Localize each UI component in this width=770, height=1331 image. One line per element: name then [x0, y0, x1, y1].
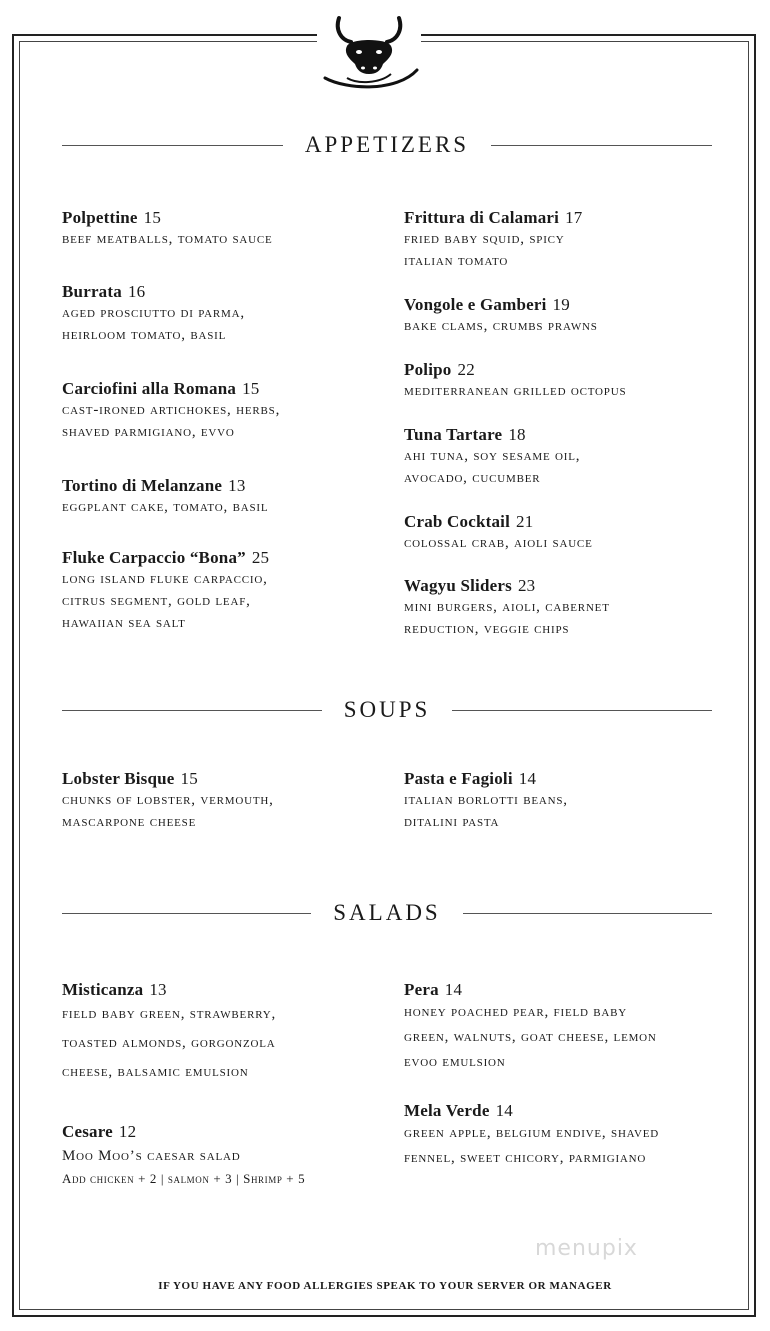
- item-description: green, walnuts, goat cheese, lemon: [404, 1029, 657, 1045]
- item-description: colossal crab, aioli sauce: [404, 535, 593, 551]
- salads-title: SALADS: [333, 900, 441, 925]
- item-name: Wagyu Sliders: [404, 576, 512, 595]
- soups-header: [62, 695, 712, 725]
- item-name: Tuna Tartare: [404, 425, 503, 444]
- item-description: mini burgers, aioli, cabernet: [404, 599, 610, 615]
- item-description: italian tomato: [404, 253, 509, 269]
- item-description: cast-ironed artichokes, herbs,: [62, 402, 281, 418]
- item-description: field baby green, strawberry,: [62, 1006, 277, 1022]
- menu-item: [404, 425, 580, 489]
- item-price: 16: [127, 282, 146, 301]
- item-name: Pasta e Fagioli: [404, 769, 513, 788]
- item-description: fried baby squid, spicy: [404, 231, 565, 247]
- item-description: chunks of lobster, vermouth,: [62, 792, 274, 808]
- item-description: aged prosciutto di parma,: [62, 305, 245, 321]
- item-name: Mela Verde: [404, 1101, 490, 1120]
- item-name: Vongole e Gamberi: [404, 295, 547, 314]
- item-price: 17: [565, 208, 583, 227]
- item-description: shaved parmigiano, evvo: [62, 424, 235, 440]
- allergy-notice: IF YOU HAVE ANY FOOD ALLERGIES SPEAK TO YOUR SERVER OR MANAGER: [158, 1280, 612, 1292]
- item-price: 14: [495, 1101, 513, 1120]
- item-description: heirloom tomato, basil: [62, 327, 227, 343]
- item-description: avocado, cucumber: [404, 470, 541, 486]
- item-price: 14: [444, 980, 463, 999]
- item-name: Burrata: [62, 282, 122, 301]
- header-rule-left: [62, 710, 322, 711]
- item-price: 23: [517, 576, 536, 595]
- item-description: ahi tuna, soy sesame oil,: [404, 448, 581, 464]
- item-name: Fluke Carpaccio “Bona”: [62, 548, 246, 567]
- item-name: Carciofini alla Romana: [62, 379, 237, 398]
- item-description: long island fluke carpaccio,: [62, 571, 268, 587]
- item-name: Polpettine: [62, 208, 138, 227]
- item-addon: Add chicken + 2 | salmon + 3 | Shrimp + 5: [62, 1171, 306, 1186]
- item-price: 19: [552, 295, 570, 314]
- item-description: green apple, belgium endive, shaved: [404, 1125, 660, 1141]
- item-price: 25: [251, 548, 270, 567]
- item-description: eggplant cake, tomato, basil: [62, 499, 269, 515]
- item-description: mediterranean grilled octopus: [404, 383, 627, 399]
- item-name: Lobster Bisque: [62, 769, 175, 788]
- item-description: ditalini pasta: [404, 814, 500, 830]
- menu-item: [62, 769, 274, 833]
- item-description: cheese, balsamic emulsion: [62, 1064, 249, 1080]
- item-price: 12: [118, 1122, 137, 1141]
- menu-item: [62, 208, 273, 250]
- item-description: hawaiian sea salt: [62, 615, 186, 631]
- item-description: honey poached pear, field baby: [404, 1004, 628, 1020]
- menu-item: [62, 282, 245, 346]
- menu-item: [62, 476, 268, 518]
- item-price: 21: [516, 512, 534, 531]
- menu-item: [62, 1122, 305, 1187]
- watermark: menupix: [535, 1236, 638, 1261]
- menu-item: [404, 1101, 659, 1171]
- item-description: toasted almonds, gorgonzola: [62, 1035, 276, 1051]
- item-price: 13: [149, 980, 167, 999]
- item-description: evoo emulsion: [404, 1054, 506, 1070]
- header-rule-right: [463, 913, 712, 914]
- item-description: reduction, veggie chips: [404, 621, 570, 637]
- menu-item: [62, 980, 276, 1087]
- item-price: 22: [457, 360, 475, 379]
- header-rule-left: [62, 913, 311, 914]
- item-name: Cesare: [62, 1122, 113, 1141]
- item-price: 13: [228, 476, 246, 495]
- bull-logo-icon: [317, 8, 421, 94]
- salads-header: [62, 898, 712, 928]
- item-name: Frittura di Calamari: [404, 208, 560, 227]
- item-price: 18: [508, 425, 526, 444]
- item-name: Crab Cocktail: [404, 512, 511, 531]
- appetizers-title: APPETIZERS: [304, 132, 470, 157]
- item-price: 14: [518, 769, 537, 788]
- menu-item: [404, 576, 610, 640]
- item-description: citrus segment, gold leaf,: [62, 593, 251, 609]
- item-name: Pera: [404, 980, 439, 999]
- appetizers-header: [62, 130, 712, 160]
- menu-item: [404, 295, 598, 337]
- soups-title: SOUPS: [343, 697, 431, 722]
- menu-item: [404, 360, 626, 402]
- item-price: 15: [143, 208, 162, 227]
- menu-item: [62, 379, 280, 443]
- item-name: Misticanza: [62, 980, 144, 999]
- item-description: bake clams, crumbs prawns: [404, 318, 598, 334]
- header-rule-right: [452, 710, 712, 711]
- item-description: italian borlotti beans,: [404, 792, 568, 808]
- item-price: 15: [242, 379, 260, 398]
- menu-item: [404, 769, 568, 833]
- item-description: mascarpone cheese: [62, 814, 197, 830]
- item-name: Tortino di Melanzane: [62, 476, 223, 495]
- menu-item: [404, 512, 593, 554]
- menu-item: [404, 980, 657, 1075]
- item-description: beef meatballs, tomato sauce: [62, 231, 273, 247]
- header-rule-left: [62, 145, 283, 146]
- menu-item: [404, 208, 583, 272]
- item-name: Polipo: [404, 360, 452, 379]
- menu-item: [62, 548, 269, 634]
- header-rule-right: [491, 145, 712, 146]
- item-description: fennel, sweet chicory, parmigiano: [404, 1150, 647, 1166]
- item-price: 15: [180, 769, 198, 788]
- item-description: Moo Moo’s caesar salad: [62, 1148, 241, 1164]
